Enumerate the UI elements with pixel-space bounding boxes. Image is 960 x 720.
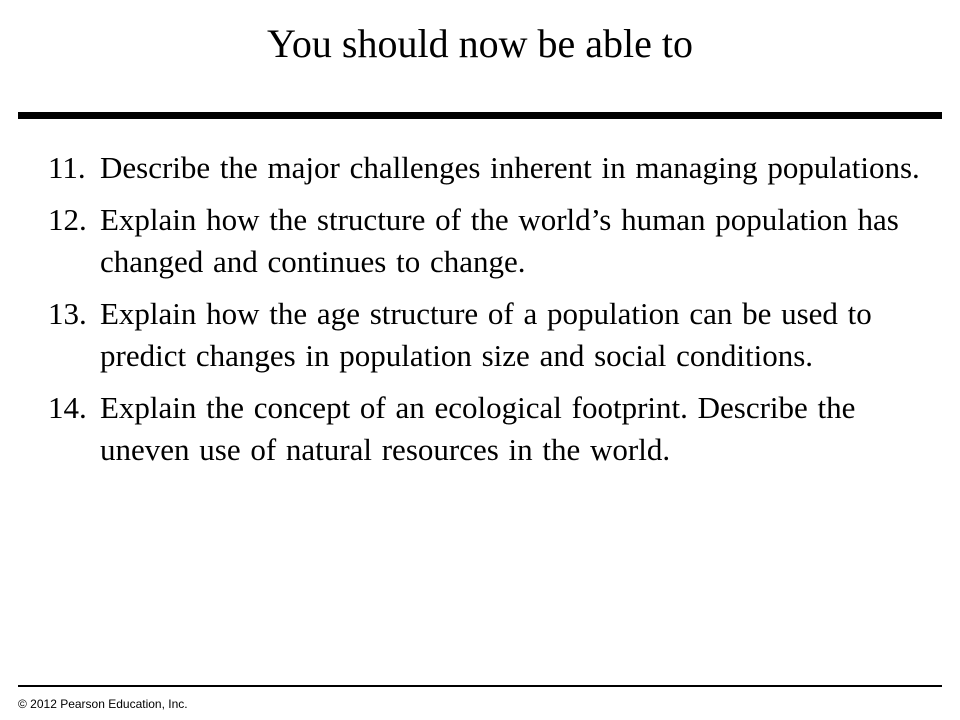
- objective-number: 13.: [48, 296, 87, 331]
- slide-title: You should now be able to: [267, 21, 693, 66]
- objective-text: Explain the concept of an ecological footprint. Describe the uneven use of natural resources in the world.: [100, 390, 856, 467]
- objective-text: Describe the major challenges inherent in managing populations.: [100, 150, 920, 185]
- objective-number: 11.: [48, 150, 86, 185]
- objective-number: 12.: [48, 202, 87, 237]
- objectives-list: [48, 147, 928, 481]
- objective-number: 14.: [48, 390, 87, 425]
- objective-item: [48, 387, 928, 471]
- title-divider: [18, 112, 942, 119]
- objective-text: Explain how the structure of the world’s human population has changed and continues to change.: [100, 202, 899, 279]
- footer-divider: [18, 685, 942, 687]
- objective-item: [48, 199, 928, 283]
- objective-text: Explain how the age structure of a population can be used to predict changes in population size and social conditions.: [100, 296, 872, 373]
- copyright-notice: © 2012 Pearson Education, Inc.: [18, 697, 188, 711]
- objective-item: [48, 147, 928, 189]
- objective-item: [48, 293, 928, 377]
